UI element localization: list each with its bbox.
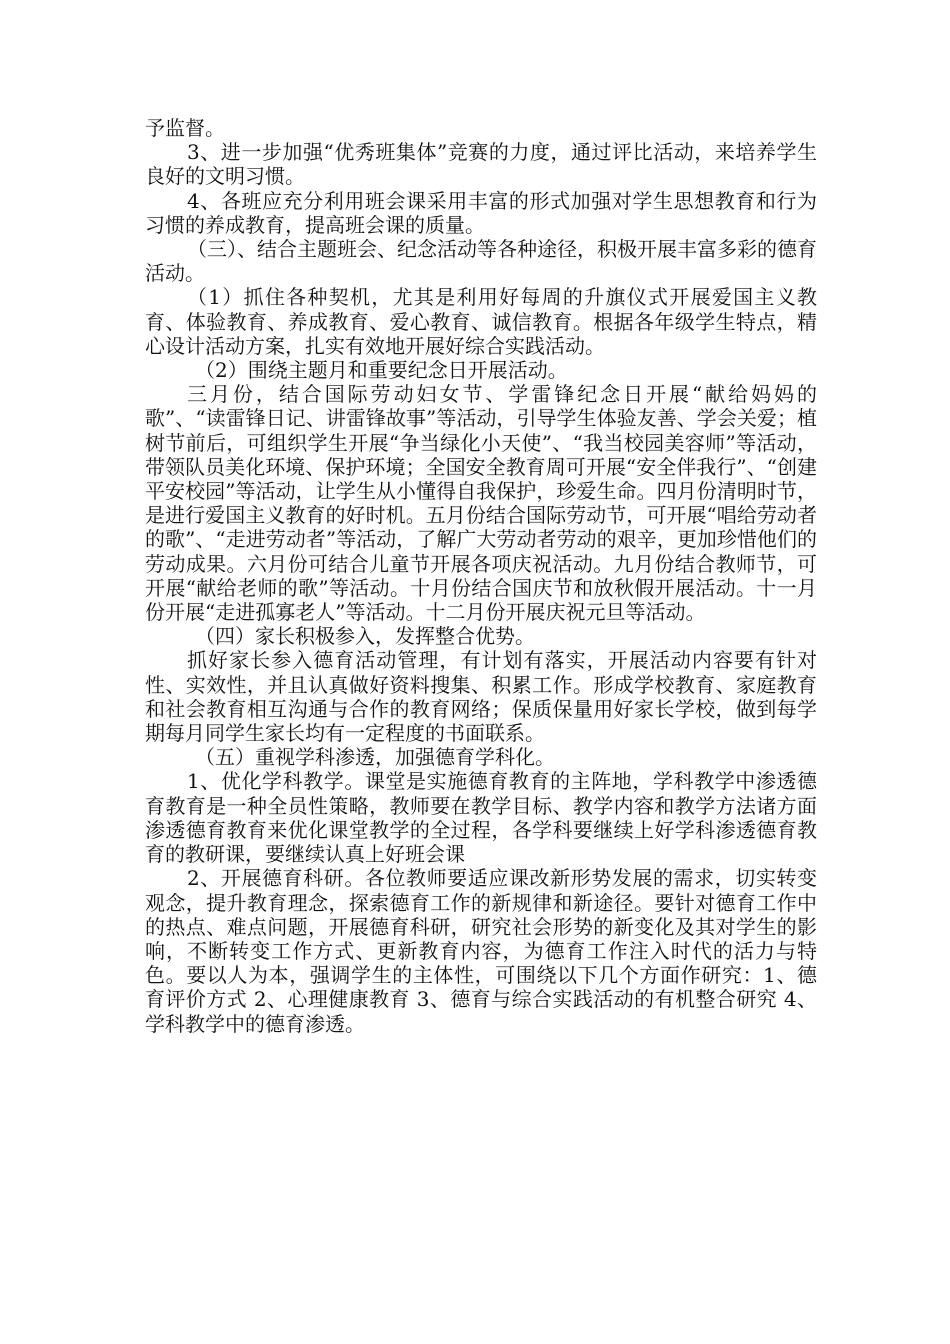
body-text xyxy=(145,116,817,1036)
paragraph-item-3: 3、进一步加强“优秀班集体”竞赛的力度，通过评比活动，来培养学生良好的文明习惯。 xyxy=(145,140,817,189)
section-heading-3: （三）、结合主题班会、纪念活动等各种途径，积极开展丰富多彩的德育活动。 xyxy=(145,237,817,286)
section-heading-4: （四）家长积极参入，发挥整合优势。 xyxy=(195,624,535,649)
paragraph-subject-teaching: 1、优化学科教学。课堂是实施德育教育的主阵地，学科教学中渗透德育教育是一种全员性策略，教师要在教学目标、教学内容和教学方法诸方面渗透德育教育来优化课堂教学的全过程，各学科要继续上好学科渗透德育教育的教研课，要继续认真上好班会课 xyxy=(145,769,817,867)
paragraph-moral-research: 2、开展德育科研。各位教师要适应课改新形势发展的需求，切实转变观念，提升教育理念，探索德育工作的新规律和新途径。要针对德育工作中的热点、难点问题，开展德育科研，研究社会形势的新变化及其对学生的影响，不断转变工作方式、更新教育内容，为德育工作注入时代的活力与特色。要以人为本，强调学生的主体性，可围绕以下几个方面作研究：1、德育评价方式 2、心理健康教育 3、德育与综合实践活动的有机整合研究 4、学科教学中的德育渗透。 xyxy=(145,866,817,1036)
paragraph-sub-2: （2）围绕主题月和重要纪念日开展活动。 xyxy=(195,358,568,383)
paragraph-parents: 抓好家长参入德育活动管理，有计划有落实，开展活动内容要有针对性、实效性，并且认真做好资料搜集、积累工作。形成学校教育、家庭教育和社会教育相互沟通与合作的教育网络；保质保量用好家长学校，做到每学期每月同学生家长均有一定程度的书面联系。 xyxy=(145,648,817,746)
section-heading-5: （五）重视学科渗透，加强德育学科化。 xyxy=(195,745,555,770)
paragraph-sub-1: （1）抓住各种契机，尤其是利用好每周的升旗仪式开展爱国主义教育、体验教育、养成教育、爱心教育、诚信教育。根据各年级学生特点，精心设计活动方案，扎实有效地开展好综合实践活动。 xyxy=(145,285,817,358)
paragraph-monthly-activities: 三月份，结合国际劳动妇女节、学雷锋纪念日开展“献给妈妈的歌”、“读雷锋日记、讲雷锋故事”等活动，引导学生体验友善、学会关爱；植树节前后，可组织学生开展“争当绿化小天使”、“我当校园美容师”等活动，带领队员美化环境、保护环境；全国安全教育周可开展“安全伴我行”、“创建平安校园”等活动，让学生从小懂得自我保护，珍爱生命。四月份清明时节，是进行爱国主义教育的好时机。五月份结合国际劳动节，可开展“唱给劳动者的歌”、“走进劳动者”等活动，了解广大劳动者劳动的艰辛，更加珍惜他们的劳动成果。六月份可结合儿童节开展各项庆祝活动。九月份结合教师节，可开展“献给老师的歌”等活动。十月份结合国庆节和放秋假开展活动。十一月份开展“走进孤寡老人”等活动。十二月份开展庆祝元旦等活动。 xyxy=(145,382,817,625)
paragraph-continuation: 予监督。 xyxy=(145,116,225,140)
paragraph-item-4: 4、各班应充分利用班会课采用丰富的形式加强对学生思想教育和行为习惯的养成教育，提高班会课的质量。 xyxy=(145,188,817,237)
